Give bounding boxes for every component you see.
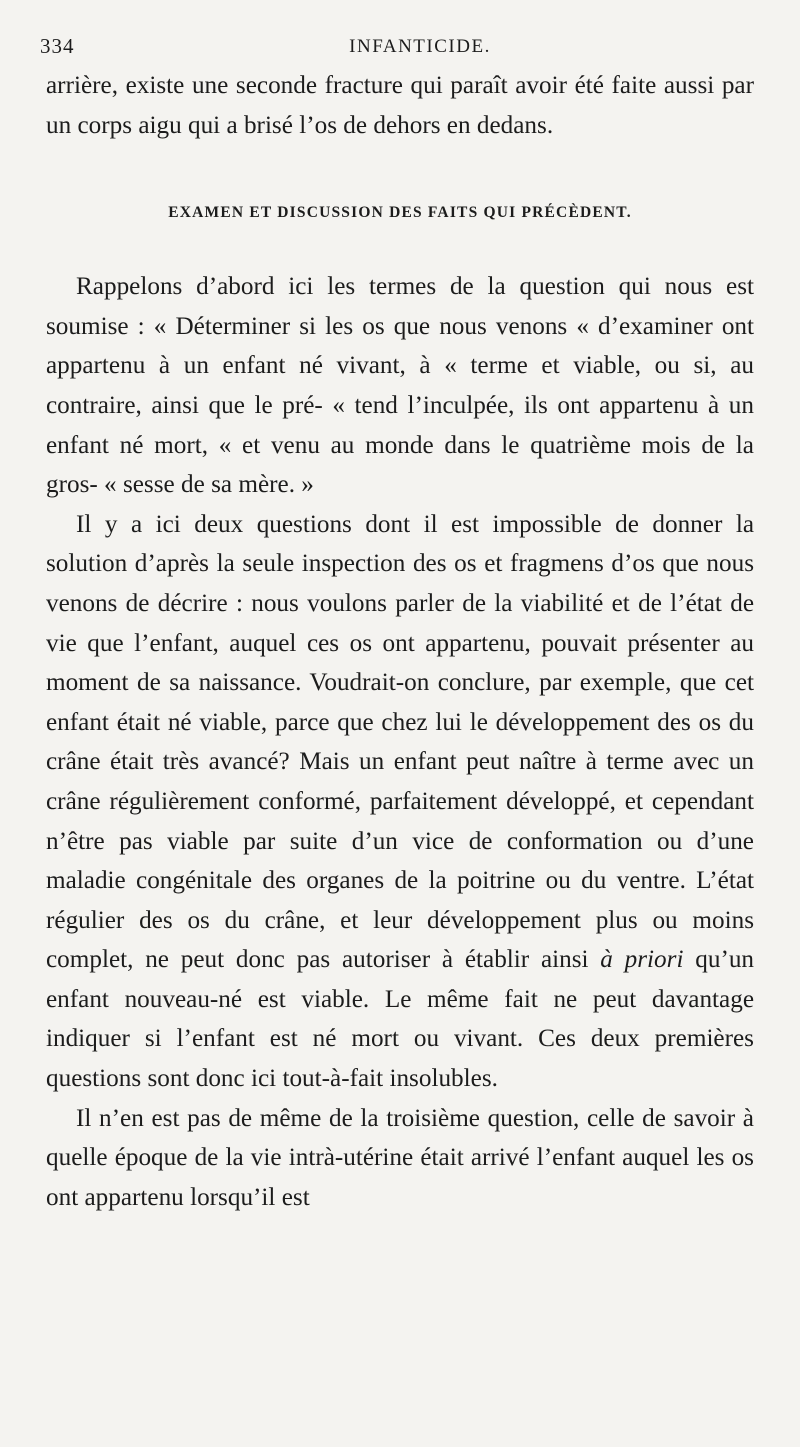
body-text	[46, 66, 754, 1217]
section-heading: EXAMEN ET DISCUSSION DES FAITS QUI PRÉCÈDENT.	[168, 204, 632, 222]
page-number: 334	[40, 34, 75, 58]
paragraph-viability-part-a: Il y a ici deux questions dont il est impossible de donner la solution d’après la seule inspection des os et fragmens d’os que nous venons de décrire : nous voulons parler de la viabilité et de l’état de vie que l’enfant, auquel ces os ont appartenu, pouvait présenter au moment de sa naissance. Voudrait-on conclure, par exemple, que cet enfant était né viable, parce que chez lui le développement des os du crâne était très avancé? Mais un enfant peut naître à terme avec un crâne régulièrement conformé, parfaitement développé, et cependant n’être pas viable par suite d’un vice de conformation ou d’une maladie congénitale des organes de la poitrine ou du ventre. L’état régulier des os du crâne, et leur développement plus ou moins complet, ne peut donc pas autoriser à établir ainsi	[46, 510, 754, 974]
paragraph-viability-part-b: qu’un enfant nouveau-né est viable. Le même fait ne peut davantage indiquer si l’enfant est né mort ou vivant. Ces deux premières questions sont donc ici tout-à-fait insolubles.	[46, 946, 755, 1093]
paragraph-continued: arrière, existe une seconde fracture qui paraît avoir été faite aussi par un corps aigu qui a brisé l’os de dehors en dedans.	[46, 72, 754, 139]
paragraph-viability	[46, 505, 754, 1099]
italic-a-priori: à priori	[600, 946, 684, 974]
running-head	[40, 34, 754, 66]
paragraph-third-question: Il n’en est pas de même de la troisième question, celle de savoir à quelle époque de la vie intrà-utérine était arrivé l’enfant auquel les os ont appartenu lorsqu’il est	[46, 1104, 754, 1211]
running-title: INFANTICIDE.	[349, 36, 491, 57]
paragraph-question: Rappelons d’abord ici les termes de la question qui nous est soumise : « Déterminer si les os que nous venons « d’examiner ont appartenu à un enfant né vivant, à « terme et viable, ou si, au contraire, ainsi que le pré- « tend l’inculpée, ils ont appartenu à un enfant né mort, « et venu au monde dans le quatrième mois de la gros- « sesse de sa mère. »	[46, 273, 754, 499]
